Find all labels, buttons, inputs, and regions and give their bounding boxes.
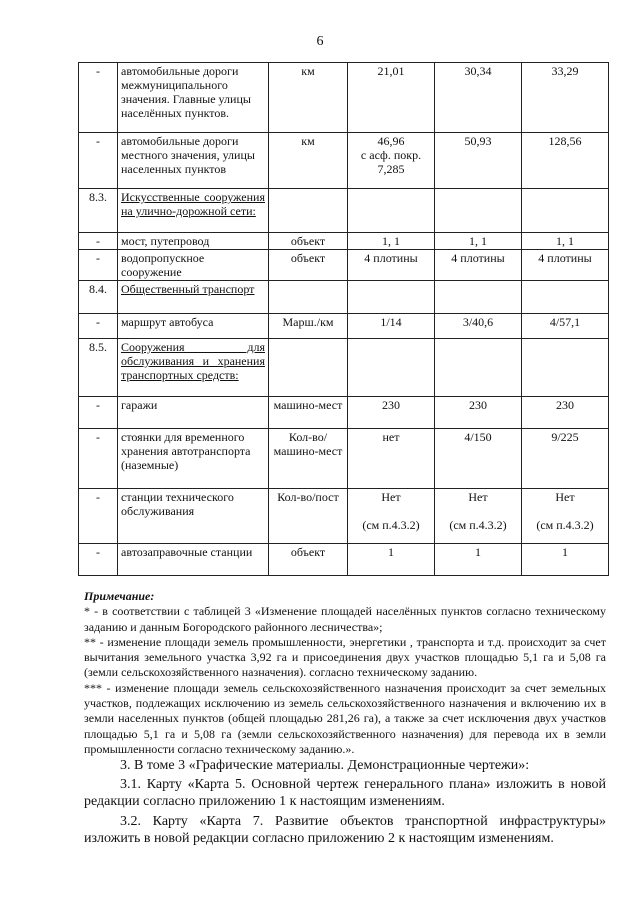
row-number: - [79,429,118,489]
value-stage-1: 1, 1 [435,233,522,250]
row-number: 8.4. [79,281,118,314]
value-stage-1: 50,93 [435,133,522,189]
row-unit: км [269,63,348,133]
value-stage-2: 1, 1 [522,233,609,250]
value-stage-2: 4/57,1 [522,314,609,339]
row-name: автозаправочные станции [118,544,269,576]
row-number: - [79,133,118,189]
page-number: 6 [316,34,324,49]
value-stage-1 [435,189,522,233]
table-row [79,489,609,544]
value-existing [348,189,435,233]
value-existing: 46,96 с асф. покр. 7,285 [348,133,435,189]
value-stage-2: 1 [522,544,609,576]
value-stage-2: 33,29 [522,63,609,133]
table-row [79,250,609,281]
value-stage-1 [435,281,522,314]
value-stage-1: 1 [435,544,522,576]
value-existing: Нет (см п.4.3.2) [348,489,435,544]
row-unit: Кол-во/пост [269,489,348,544]
value-stage-1: 3/40,6 [435,314,522,339]
row-name: водопропускное сооружение [118,250,269,281]
table-row [79,133,609,189]
row-number: - [79,397,118,429]
value-existing: 4 плотины [348,250,435,281]
value-stage-1: Нет (см п.4.3.2) [435,489,522,544]
value-existing: 1 [348,544,435,576]
value-existing [348,339,435,397]
value-stage-1: 230 [435,397,522,429]
row-name: Общественный транспорт [118,281,269,314]
table-row [79,281,609,314]
value-stage-1 [435,339,522,397]
value-stage-2: 4 плотины [522,250,609,281]
value-stage-2 [522,281,609,314]
value-existing: нет [348,429,435,489]
row-name: автомобильные дороги местного значения, улицы населенных пунктов [118,133,269,189]
row-name: Сооружения для обслуживания и хранения транспортных средств: [118,339,269,397]
note-1: * - в соответствии с таблицей 3 «Изменение площадей населённых пунктов согласно техническому заданию и данным Богородского районного лесничества»; [84,604,606,634]
row-number: - [79,314,118,339]
row-number: - [79,544,118,576]
row-name: мост, путепровод [118,233,269,250]
row-number: - [79,489,118,544]
value-stage-1: 4 плотины [435,250,522,281]
value-stage-2: Нет (см п.4.3.2) [522,489,609,544]
row-unit: объект [269,250,348,281]
table-row [79,233,609,250]
row-unit: машино-мест [269,397,348,429]
row-name: гаражи [118,397,269,429]
table-row [79,544,609,576]
value-stage-1: 30,34 [435,63,522,133]
row-name: Искусственные сооружения на улично-дорожной сети: [118,189,269,233]
value-stage-2: 230 [522,397,609,429]
row-unit [269,281,348,314]
table-row [79,189,609,233]
table-row [79,314,609,339]
value-stage-2 [522,189,609,233]
row-number: - [79,63,118,133]
note-2: ** - изменение площади земель промышленности, энергетики , транспорта и т.д. происходит за счет вычитания земельного участка 3,92 га и присоединения двух участков площадью 5,1 га и 5,08 га (земли сельскохозяйственного назначения). согласно техническому заданию. [84,634,606,680]
row-unit [269,189,348,233]
table-row [79,429,609,489]
table-row [79,397,609,429]
value-existing: 21,01 [348,63,435,133]
value-existing [348,281,435,314]
row-name: стоянки для временного хранения автотранспорта (наземные) [118,429,269,489]
paragraph-3-1: 3.1. Карту «Карта 5. Основной чертеж генерального плана» изложить в новой редакции согласно приложению 1 к настоящим изменениям. [84,777,606,809]
paragraph-3: 3. В томе 3 «Графические материалы. Демонстрационные чертежи»: [120,758,530,773]
row-unit: км [269,133,348,189]
row-unit [269,339,348,397]
notes-block [84,589,606,757]
note-3: *** - изменение площади земель сельскохозяйственного назначения происходит за счет земельных участков, подлежащих исключению из земель сельскохозяйственного назначения и включению их в земли населенных пунктов (общей площадью 281,26 га), а также за счет исключения двух участков площадью 5,1 га и 5,08 га (земли сельскохозяйственного назначения) для перевода их в земли промышленности согласно техническому заданию.». [84,680,606,756]
paragraph-3-2: 3.2. Карту «Карта 7. Развитие объектов транспортной инфраструктуры» изложить в новой редакции согласно приложению 2 к настоящим изменениям. [84,814,606,846]
row-unit: Кол-во/машино-мест [269,429,348,489]
value-stage-2: 128,56 [522,133,609,189]
row-number: 8.5. [79,339,118,397]
row-number: - [79,250,118,281]
value-existing: 230 [348,397,435,429]
value-stage-2 [522,339,609,397]
row-unit: объект [269,233,348,250]
row-number: 8.3. [79,189,118,233]
value-existing: 1, 1 [348,233,435,250]
table-row [79,63,609,133]
row-unit: объект [269,544,348,576]
table-row [79,339,609,397]
value-stage-1: 4/150 [435,429,522,489]
notes-heading: Примечание: [84,589,155,603]
value-existing: 1/14 [348,314,435,339]
row-name: автомобильные дороги межмуниципального значения. Главные улицы населённых пунктов. [118,63,269,133]
row-name: маршрут автобуса [118,314,269,339]
value-stage-2: 9/225 [522,429,609,489]
row-name: станции технического обслуживания [118,489,269,544]
row-number: - [79,233,118,250]
row-unit: Марш./км [269,314,348,339]
transport-table [78,62,609,576]
table-body [79,63,609,576]
